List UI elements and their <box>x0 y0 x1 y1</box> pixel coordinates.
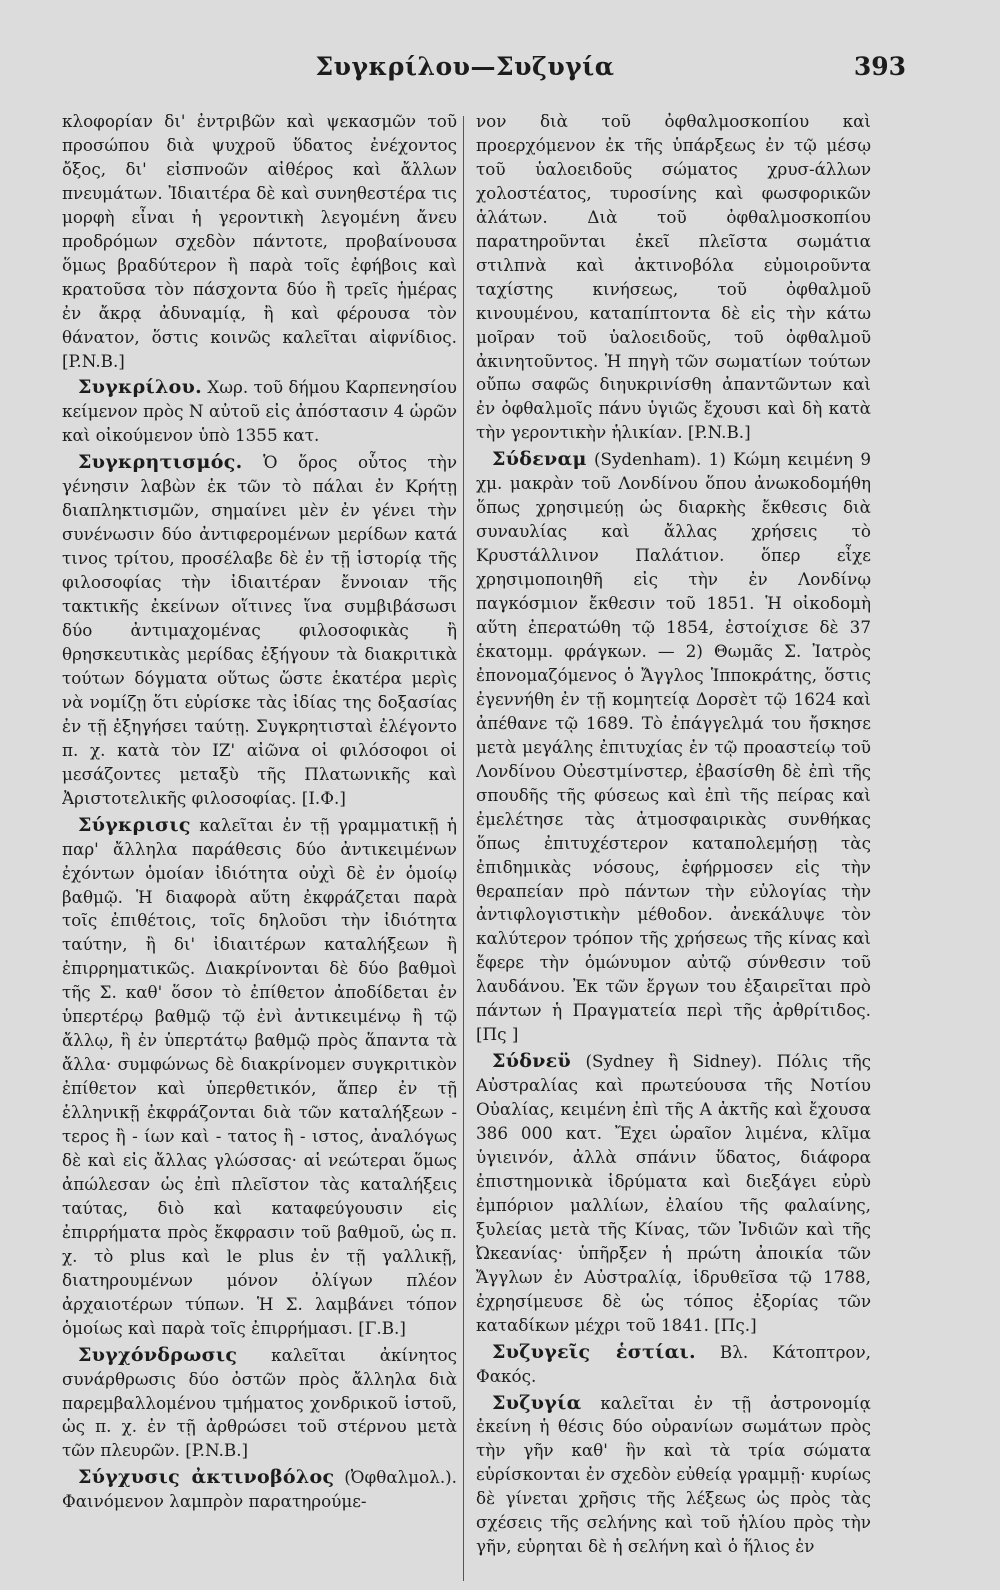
right-column <box>476 110 871 1580</box>
entry-headword: Συζυγία <box>492 1391 582 1414</box>
entry-text: Χωρ. τοῦ δήμου Καρπενησίου κείμενον πρὸς Ν αὐτοῦ εἰς ἀπόστασιν 4 ὡρῶν καὶ οἰκούμενον ὑπὸ 1355 κατ. <box>62 377 457 446</box>
left-column <box>62 110 457 1580</box>
entry-headword: Σύδεναμ <box>492 448 587 471</box>
entry-text: (Sydney ἢ Sidney). Πόλις τῆς Αὐστραλίας καὶ πρωτεύουσα τῆς Νοτίου Οὐαλίας, κειμένη ἐπὶ τῆς Α ἀκτῆς καὶ ἔχουσα 386 000 κατ. Ἔχει ὡραῖον λιμένα, κλῖμα ὑγιεινόν, ἀλλὰ σπάνιν ὕδατος, διάφορα ἐπιστημονικὰ ἱδρύματα καὶ διεξάγει εὐρὺ ἐμπόριον μαλλίων, ἐλαίου τῆς φαλαίνης, ξυλείας μετὰ τῆς Κίνας, τῶν Ἰνδιῶν καὶ τῆς Ὠκεανίας· ὑπῆρξεν ἡ πρώτη ἀποικία τῶν Ἄγγλων ἐν Αὐστραλίᾳ, ἱδρυθεῖσα τῷ 1788, ἐχρησίμευσε δὲ ὡς τόπος ἐξορίας τῶν καταδίκων μέχρι τοῦ 1841. [Πς.] <box>476 1051 871 1335</box>
entry-text: (Ὀφθαλμολ.). Φαινόμενον λαμπρὸν παρατηρούμε- <box>62 1467 457 1512</box>
running-title: Συγκρίλου—Συζυγία <box>315 52 615 81</box>
entry <box>476 448 871 1047</box>
entry-text: Βλ. Κάτοπτρον, Φακός. <box>476 1341 871 1386</box>
entry <box>62 1344 457 1464</box>
entry-headword: Σύδνεϋ <box>492 1050 572 1073</box>
entry-headword: Συζυγεῖς ἑστίαι. <box>492 1340 696 1363</box>
entry <box>62 451 457 810</box>
entry <box>62 1466 457 1514</box>
entry-text: (Sydenham). 1) Κώμη κειμένη 9 χμ. μακρὰν τοῦ Λονδίνου ὅπου ἀνωκοδομήθη ὅπως χρησιμεύῃ ὡς διαρκὴς ἔκθεσις διὰ συναυλίας καὶ ἄλλας χρήσεις τὸ Κρυστάλλινον Παλάτιον. ὅπερ εἶχε χρησιμοποιηθῆ εἰς τὴν ἐν Λονδίνῳ παγκόσμιον ἔκθεσιν τοῦ 1851. Ἡ οἰκοδομὴ αὕτη ἐπερατώθη τῷ 1854, ἐστοίχισε δὲ 37 ἑκατομμ. φράγκων. — 2) Θωμᾶς Σ. Ἰατρὸς ἐπονομαζόμενος ὁ Ἄγγλος Ἱπποκράτης, ὅστις ἐγεννήθη ἐν τῇ κομητείᾳ Δορσὲτ τῷ 1624 καὶ ἀπέθανε τῷ 1689. Τὸ ἐπάγγελμά του ἤσκησε μετὰ μεγάλης ἐπιτυχίας ἐν τῷ προαστείῳ τοῦ Λονδίνου Οὐεστμίνστερ, ἐβασίσθη δὲ ἐπὶ τῆς σπουδῆς τῆς φύσεως καὶ ἐπὶ τῆς πείρας καὶ ἐμελέτησε τὰς ἀτμοσφαιρικὰς συνθήκας ὅπως ἐπιτυχέστερον καταπολεμήσῃ τὰς ἐπιδημικὰς νόσους, ἐφήρμοσεν εἰς τὴν θεραπείαν πρὸ πάντων τὴν εὐλογίας τὴν ἀντιφλογιστικὴν μέθοδον. ἀνεκάλυψε τὸν καλύτερον τρόπον τῆς χρήσεως τῆς κίνας καὶ ἔφερε τὴν ὁμώνυμον αὐτῷ σύνθεσιν τοῦ λαυδάνου. Ἐκ τῶν ἔργων του ἐξαιρεῖται πρὸ πάντων ἡ Πραγματεία περὶ τῆς ἀρθρίτιδος. [Πς ] <box>476 449 871 1045</box>
entry-text: καλεῖται ἐν τῇ γραμματικῇ ἡ παρ' ἄλληλα παράθεσις δύο ἀντικειμένων ἐχόντων ὁμοίαν ἰδιότητα οὐχὶ δὲ ἐν ὁμοίῳ βαθμῷ. Ἡ διαφορὰ αὕτη ἐκφράζεται παρὰ τοῖς ἐπιθέτοις, τοῖς δηλοῦσι τὴν ἰδιότητα ταύτην, ἢ δι' ἰδιαιτέρων καταλήξεων ἢ ἐπιρρηματικῶς. Διακρίνονται δὲ δύο βαθμοὶ τῆς Σ. καθ' ὅσον τὸ ἐπίθετον ἀποδίδεται ἐν ὑπερτέρῳ βαθμῷ τῷ ἐνὶ ἀντικειμένῳ ἢ τῷ ἄλλῳ, ἢ ἐν ὑπερτάτῳ βαθμῷ πρὸς ἅπαντα τὰ ἄλλα· συμφώνως δὲ διακρίνομεν συγκριτικὸν ἐπίθετον καὶ ὑπερθετικόν, ἅπερ ἐν τῇ ἑλληνικῇ ἐκφράζονται διὰ τῶν καταλήξεων - τερος ἢ - ίων καὶ - τατος ἢ - ιστος, ἀναλόγως δὲ καὶ εἰς ἄλλας γλώσσας· αἱ νεώτεραι ὅμως ἀπώλεσαν ὡς ἐπὶ πλεῖστον τὰς καταλήξεις ταύτας, διὸ καὶ καταφεύγουσιν εἰς ἐπιρρήματα πρὸς ἔκφρασιν τοῦ βαθμοῦ, ὡς π. χ. τὸ plus καὶ le plus ἐν τῇ γαλλικῇ, διατηρουμένων μόνον ὀλίγων πλέον ἀρχαιοτέρων τύπων. Ἡ Σ. λαμβάνει τόπον ὁμοίως καὶ παρὰ τοῖς ἐπιρρήμασι. [Γ.Β.] <box>62 814 457 1338</box>
entry-continued <box>62 110 457 373</box>
entry-headword: Σύγχυσις ἀκτινοβόλος <box>78 1466 335 1489</box>
entry <box>62 376 457 448</box>
entry <box>476 1392 871 1560</box>
entry-text: νον διὰ τοῦ ὀφθαλμοσκοπίου καὶ προερχόμενον ἐκ τῆς ὑπάρξεως ἐν τῷ μέσῳ τοῦ ὑαλοειδοῦς σώματος χρυσ-άλλων χολοστέατος, τυροσίνης καὶ φωσφορικῶν ἁλάτων. Διὰ τοῦ ὀφθαλμοσκοπίου παρατηροῦνται ἐκεῖ πλεῖστα σωμάτια στιλπνὰ καὶ ἀκτινοβόλα εὐμοιροῦντα ταχίστης κινήσεως, τοῦ ὀφθαλμοῦ κινουμένου, καταπίπτοντα δὲ εἰς τὴν κάτω μοῖραν τοῦ ὑαλοειδοῦς, τοῦ ὀφθαλμοῦ ἀκινητοῦντος. Ἡ πηγὴ τῶν σωματίων τούτων οὔπω σαφῶς διηυκρινίσθη ἀπαντῶντων καὶ ἐν ὀφθαλμοῖς πάνυ ὑγιῶς ἔχουσι καὶ δὴ κατὰ τὴν γεροντικὴν ἡλικίαν. [P.N.B.] <box>476 111 871 443</box>
entry <box>476 1341 871 1389</box>
entry-text: κλοφορίαν δι' ἐντριβῶν καὶ ψεκασμῶν τοῦ προσώπου διὰ ψυχροῦ ὕδατος ἐνέχοντος ὄξος, δι' εἰσπνοῶν αἰθέρος καὶ ἄλλων πνευμάτων. Ἰδιαιτέρα δὲ καὶ συνηθεστέρα τις μορφὴ εἶναι ἡ γεροντικὴ λεγομένη ἄνευ προδρόμων σχεδὸν πάντοτε, προβαίνουσα ὅμως βραδύτερον ἢ παρὰ τοῖς ἐφήβοις καὶ κρατοῦσα τὸν πάσχοντα δύο ἢ τρεῖς ἡμέρας ἐν ἄκρᾳ ἀδυναμίᾳ, ἢ καὶ φέρουσα τὸν θάνατον, ὅστις κοινῶς καλεῖται αἰφνίδιος. [P.N.B.] <box>62 111 457 371</box>
entry-text: καλεῖται ἀκίνητος συνάρθρωσις δύο ὀστῶν πρὸς ἄλληλα διὰ παρεμβαλλομένου τμήματος χονδρικοῦ ἱστοῦ, ὡς π. χ. ἐν τῇ ἀρθρώσει τοῦ στέρνου μετὰ τῶν πλευρῶν. [P.N.B.] <box>62 1344 457 1461</box>
entry-headword: Σύγκρισις <box>78 813 191 836</box>
entry <box>476 1050 871 1337</box>
entry-text: καλεῖται ἐν τῇ ἀστρονομίᾳ ἐκείνη ἡ θέσις δύο οὐρανίων σωμάτων πρὸς τὴν γῆν καθ' ἣν καὶ τὰ τρία σώματα εὑρίσκονται ἐν σχεδὸν εὐθείᾳ γραμμῇ· κυρίως δὲ γίνεται χρῆσις τῆς λέξεως ὡς πρὸς τὰς σχέσεις τῆς σελήνης καὶ τοῦ ἡλίου πρὸς τὴν γῆν, εὑρηται δὲ ἡ σελήνη καὶ ὁ ἥλιος ἐν <box>476 1392 871 1557</box>
page-number: 393 <box>853 52 906 81</box>
entry-headword: Συγκρητισμός. <box>78 451 243 474</box>
column-divider <box>463 116 464 1581</box>
page-header <box>0 52 1000 92</box>
entry-headword: Συγχόνδρωσις <box>78 1343 238 1366</box>
entry-headword: Συγκρίλου. <box>78 376 203 399</box>
entry-text: Ὁ ὅρος οὗτος τὴν γένησιν λαβὼν ἐκ τῶν τὸ πάλαι ἐν Κρήτῃ διαπληκτισμῶν, σημαίνει μὲν ἐν γένει τὴν συνένωσιν δύο ἀντιφερομένων μερίδων κατά τινος τρίτου, προσέλαβε δὲ ἐν τῇ ἱστορίᾳ τῆς φιλοσοφίας τὴν ἰδιαιτέραν ἔννοιαν τῆς τακτικῆς ἐκείνων οἵτινες ἵνα συμβιβάσωσι δύο ἀντιμαχομένας φιλοσοφικὰς ἢ θρησκευτικὰς μερίδας ἐξήγουν τὰ διακριτικὰ τούτων δόγματα οὕτως ὥστε ἑκατέρα μερὶς νὰ νομίζῃ ὅτι εὑρίσκε τὰς ἰδίας της δοξασίας ἐν τῇ ἐξηγήσει ταύτῃ. Συγκρητισταὶ ἐλέγοντο π. χ. κατὰ τὸν ΙΖ' αἰῶνα οἱ φιλόσοφοι οἱ μεσάζοντες μεταξὺ τῆς Πλατωνικῆς καὶ Ἀριστοτελικῆς φιλοσοφίας. [Ι.Φ.] <box>62 452 457 808</box>
entry-continued <box>476 110 871 445</box>
entry <box>62 814 457 1341</box>
